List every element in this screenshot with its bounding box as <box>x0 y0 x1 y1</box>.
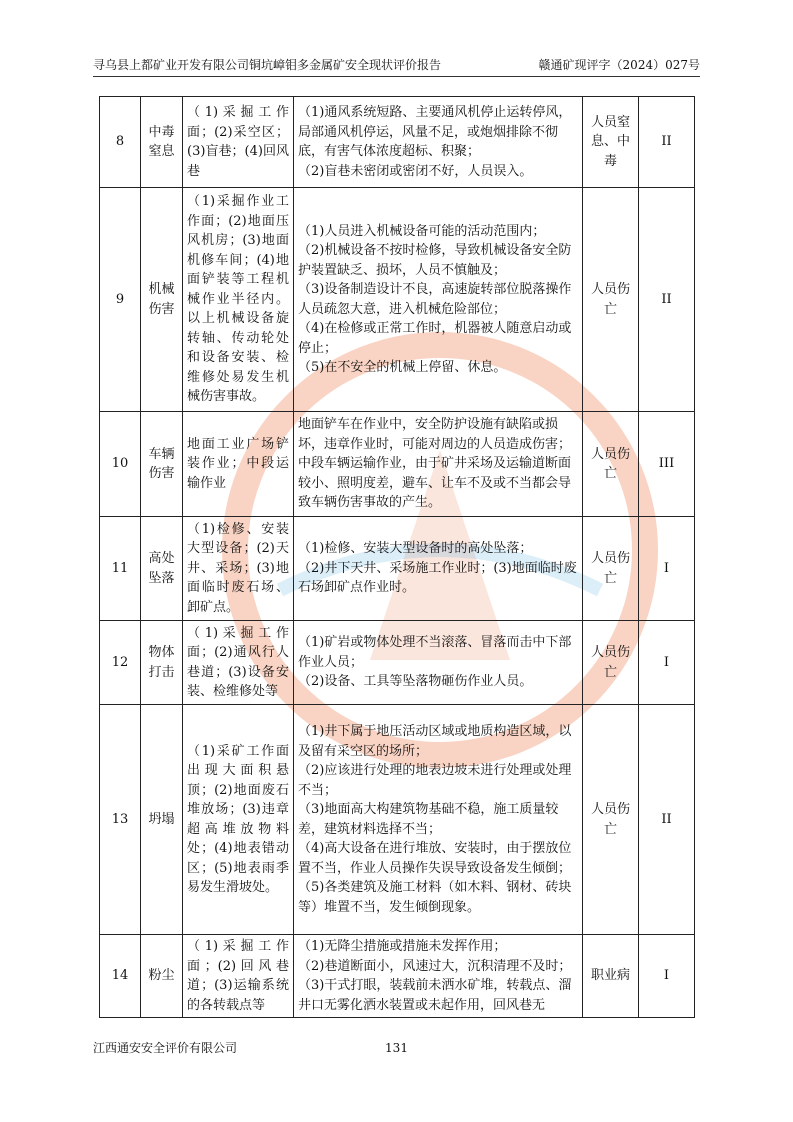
hazard-consequence: 人员伤亡 <box>583 621 639 705</box>
row-number: 10 <box>100 412 141 517</box>
row-number: 11 <box>100 517 141 621</box>
cause-item: （1)通风系统短路、主要通风机停止运转停风，局部通风机停运，风量不足，或炮烟排除不彻底，有害气体浓度超标、积聚； <box>298 105 572 159</box>
hazard-location: （1)采矿工作面出现大面积悬顶；(2)地面废石堆放场；(3)违章超高堆放物料处；(4)地表错动区；(5)地表雨季易发生滑坡处。 <box>183 705 294 935</box>
hazard-causes <box>294 188 583 412</box>
cause-item: （2)井下天井、采场施工作业时；(3)地面临时废石场卸矿点作业时。 <box>298 560 577 596</box>
hazard-consequence: 人员伤亡 <box>583 705 639 935</box>
hazard-level: II <box>639 97 695 188</box>
cause-item: 地面铲车在作业中，安全防护设施有缺陷或损坏，违章作业时，可能对周边的人员造成伤害；中段车辆运输作业，由于矿井采场及运输道断面较小、照明度差，避车、让车不及或不当都会导致车辆伤害事故的产生。 <box>298 417 572 511</box>
hazard-name: 车辆伤害 <box>141 412 183 517</box>
hazard-consequence: 人员伤亡 <box>583 188 639 412</box>
cause-item: （2)应该进行处理的地表边坡未进行处理或处理不当； <box>298 763 572 798</box>
hazard-consequence: 人员伤亡 <box>583 412 639 517</box>
hazard-name: 坍塌 <box>141 705 183 935</box>
table-row <box>100 97 695 188</box>
hazard-name: 机械伤害 <box>141 188 183 412</box>
footer-company: 江西通安安全评价有限公司 <box>93 1041 238 1055</box>
hazard-level: II <box>639 188 695 412</box>
table-row <box>100 517 695 621</box>
hazard-consequence: 职业病 <box>583 935 639 1018</box>
hazard-causes <box>294 412 583 517</box>
hazard-location: 地面工业广场铲装作业；中段运输作业 <box>183 412 294 517</box>
cause-item: （1)矿岩或物体处理不当滚落、冒落而击中下部作业人员； <box>298 635 572 670</box>
table-row <box>100 412 695 517</box>
hazard-location: （1)采掘作业工作面；(2)地面压风机房；(3)地面机修车间；(4)地面铲装等工程机械作业半径内。以上机械设备旋转轴、传动轮处和设备安装、检维修处易发生机械伤害事故。 <box>183 188 294 412</box>
row-number: 9 <box>100 188 141 412</box>
table-row <box>100 705 695 935</box>
table-row <box>100 935 695 1018</box>
hazard-name: 高处坠落 <box>141 517 183 621</box>
page-header <box>93 58 700 77</box>
row-number: 8 <box>100 97 141 188</box>
cause-item: （2)设备、工具等坠落物砸伤作业人员。 <box>298 674 533 690</box>
header-report-title: 寻乌县上都矿业开发有限公司铜坑嶂钼多金属矿安全现状评价报告 <box>93 58 442 72</box>
hazard-causes <box>294 517 583 621</box>
hazard-table <box>99 96 695 1018</box>
cause-item: （1)人员进入机械设备可能的活动范围内； <box>298 223 546 239</box>
hazard-causes <box>294 705 583 935</box>
hazard-name: 粉尘 <box>141 935 183 1018</box>
cause-item: （3)干式打眼，装载前未洒水矿堆，转载点、溜井口无雾化洒水装置或未起作用，回风巷无 <box>298 978 572 1013</box>
hazard-causes <box>294 621 583 705</box>
cause-item: （3)地面高大构建筑物基础不稳，施工质量较差，建筑材料选择不当； <box>298 802 559 837</box>
hazard-causes <box>294 935 583 1018</box>
hazard-causes <box>294 97 583 188</box>
hazard-location: （1)采掘工作面；(2)回风巷道；(3)运输系统的各转载点等 <box>183 935 294 1018</box>
hazard-consequence: 人员窒息、中毒 <box>583 97 639 188</box>
cause-item: （5)在不安全的机械上停留、休息。 <box>298 360 507 375</box>
hazard-level: I <box>639 621 695 705</box>
hazard-level: I <box>639 935 695 1018</box>
cause-item: （1)井下属于地压活动区域或地质构造区域，以及留有采空区的场所； <box>298 724 572 759</box>
cause-item: （4)高大设备在进行堆放、安装时，由于摆放位置不当，作业人员操作失误导致设备发生倾倒； <box>298 841 572 876</box>
hazard-level: I <box>639 517 695 621</box>
row-number: 12 <box>100 621 141 705</box>
cause-item: （1)检修、安装大型设备时的高处坠落； <box>298 541 533 557</box>
page-number: 131 <box>385 1041 408 1055</box>
hazard-level: II <box>639 705 695 935</box>
cause-item: （3)设备制造设计不良，高速旋转部位脱落操作人员疏忽大意，进入机械危险部位； <box>298 282 572 317</box>
hazard-consequence: 人员伤亡 <box>583 517 639 621</box>
cause-item: （2)机械设备不按时检修，导致机械设备安全防护装置缺乏、损坏，人员不慎触及； <box>298 243 572 278</box>
row-number: 13 <box>100 705 141 935</box>
cause-item: （5)各类建筑及施工材料（如木料、钢材、砖块等）堆置不当，发生倾倒现象。 <box>298 880 572 915</box>
table-row <box>100 621 695 705</box>
cause-item: （2)盲巷未密闭或密闭不好，人员误入。 <box>298 163 533 179</box>
header-report-number: 赣通矿现评字（2024）027号 <box>538 58 700 72</box>
cause-item: （1)无降尘措施或措施未发挥作用； <box>298 939 507 954</box>
cause-item: （4)在检修或正常工作时，机器被人随意启动或停止； <box>298 321 572 356</box>
hazard-location: （1)检修、安装大型设备；(2)天井、采场；(3)地面临时废石场、卸矿点。 <box>183 517 294 621</box>
cause-item: （2)巷道断面小，风速过大，沉积清理不及时； <box>298 958 572 974</box>
hazard-level: III <box>639 412 695 517</box>
table-row <box>100 188 695 412</box>
hazard-name: 中毒窒息 <box>141 97 183 188</box>
hazard-location: （1)采掘工作面；(2)采空区；(3)盲巷；(4)回风巷 <box>183 97 294 188</box>
hazard-location: （1)采掘工作面；(2)通风行人巷道；(3)设备安装、检维修处等 <box>183 621 294 705</box>
hazard-name: 物体打击 <box>141 621 183 705</box>
row-number: 14 <box>100 935 141 1018</box>
